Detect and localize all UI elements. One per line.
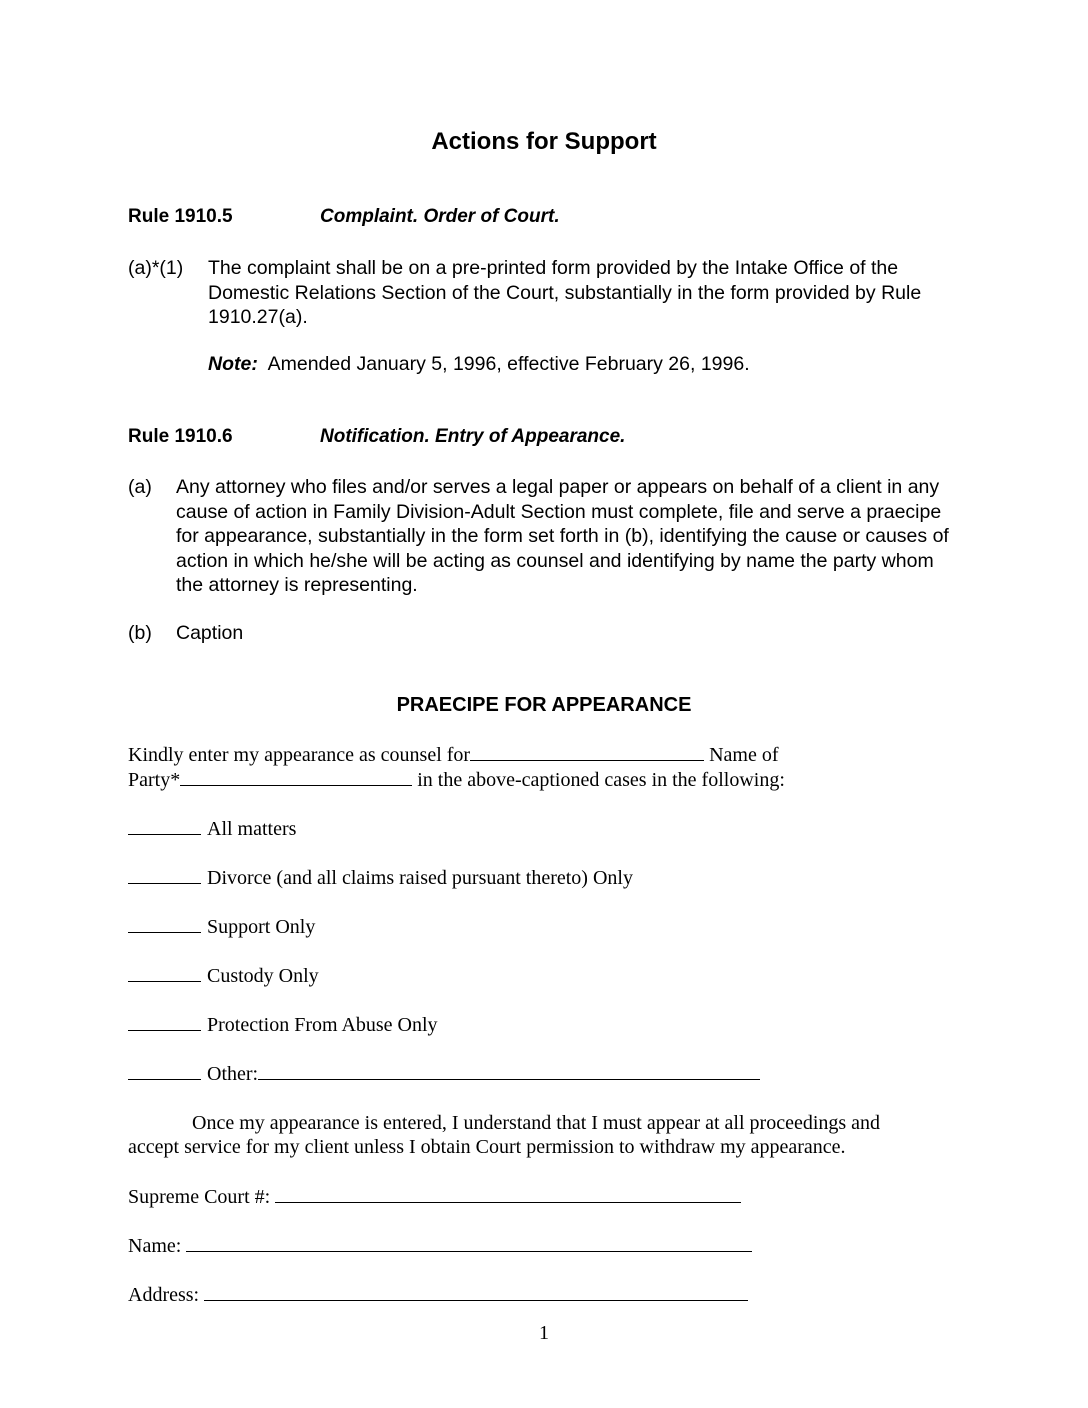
statement-line-1: Once my appearance is entered, I understand that I must appear at all proceedings and — [192, 1112, 881, 1134]
option-blank[interactable] — [128, 1078, 201, 1080]
party-name-blank[interactable] — [180, 784, 412, 786]
address-label: Address: — [128, 1284, 200, 1306]
name-blank[interactable] — [186, 1250, 752, 1252]
rule-1910-5-heading: Complaint. Order of Court. — [320, 206, 560, 227]
option-label: Divorce (and all claims raised pursuant thereto) Only — [207, 867, 633, 889]
rule-1910-5-note — [208, 352, 750, 377]
option-all-matters — [128, 818, 296, 841]
address-blank[interactable] — [204, 1299, 748, 1301]
other-blank[interactable] — [258, 1078, 760, 1080]
option-protection-from-abuse — [128, 1014, 438, 1037]
rule-1910-5-para-a-text: The complaint shall be on a pre-printed form provided by the Intake Office of the Domestic Relations Section of the Court, substantially in the form provided by Rule 1910.27(a). — [208, 257, 922, 328]
intro-line-1 — [128, 744, 779, 767]
option-blank[interactable] — [128, 931, 201, 933]
intro-text-4: in the above-captioned cases in the following: — [417, 769, 785, 791]
page-number: 1 — [539, 1322, 549, 1344]
rule-1910-6-para-b-label: (b) — [128, 622, 152, 644]
option-label: Protection From Abuse Only — [207, 1014, 438, 1036]
supreme-court-field — [128, 1186, 741, 1209]
rule-1910-6-heading: Notification. Entry of Appearance. — [320, 426, 626, 447]
intro-text-2: Name of — [709, 744, 779, 766]
option-label: Other: — [207, 1063, 259, 1085]
option-other — [128, 1063, 760, 1086]
option-divorce — [128, 867, 633, 890]
intro-text-3: Party* — [128, 769, 181, 791]
option-support — [128, 916, 315, 939]
option-blank[interactable] — [128, 882, 201, 884]
page-title: Actions for Support — [431, 128, 657, 155]
option-blank[interactable] — [128, 980, 201, 982]
name-field — [128, 1235, 752, 1258]
option-label: All matters — [207, 818, 297, 840]
statement-line-2: accept service for my client unless I obtain Court permission to withdraw my appearance. — [128, 1136, 846, 1158]
rule-1910-5-number: Rule 1910.5 — [128, 206, 233, 227]
supreme-court-label: Supreme Court #: — [128, 1186, 271, 1208]
option-label: Support Only — [207, 916, 316, 938]
rule-1910-5-para-a-label: (a)*(1) — [128, 257, 184, 279]
note-text: Amended January 5, 1996, effective February 26, 1996. — [267, 353, 750, 375]
option-label: Custody Only — [207, 965, 319, 987]
counsel-for-blank[interactable] — [470, 759, 704, 761]
option-blank[interactable] — [128, 1029, 201, 1031]
address-field — [128, 1284, 748, 1307]
intro-line-2 — [128, 769, 785, 792]
option-custody — [128, 965, 319, 988]
name-label: Name: — [128, 1235, 182, 1257]
rule-1910-6-para-a-label: (a) — [128, 476, 152, 498]
rule-1910-6-para-a-text: Any attorney who files and/or serves a legal paper or appears on behalf of a client in any cause of action in Family Division-Adult Section must complete, file and serve a praecipe for appearance, substantially in the form set forth in (b), identifying the cause or causes of action in which he/she will be acting as counsel and identifying by name the party whom the attorney is representing. — [176, 476, 949, 596]
rule-1910-6-number: Rule 1910.6 — [128, 426, 233, 447]
supreme-court-blank[interactable] — [275, 1201, 741, 1203]
rule-1910-6-para-b-text: Caption — [176, 622, 244, 644]
form-title: PRAECIPE FOR APPEARANCE — [396, 694, 692, 716]
note-label: Note: — [208, 353, 258, 375]
option-blank[interactable] — [128, 833, 201, 835]
intro-text-1: Kindly enter my appearance as counsel for — [128, 744, 471, 766]
